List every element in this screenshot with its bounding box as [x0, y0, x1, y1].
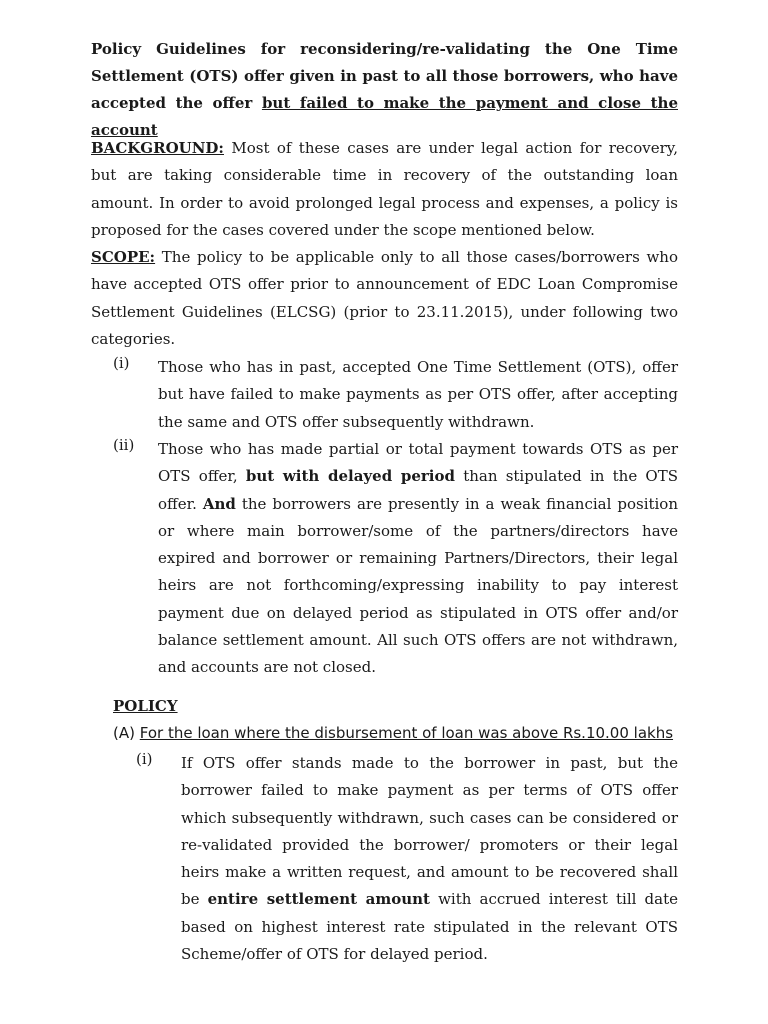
policy-item-1 [136, 750, 678, 970]
scope-item-1 [113, 354, 678, 436]
policy-heading: POLICY [113, 697, 178, 715]
scope-label: SCOPE: [91, 248, 156, 266]
policy-section-a-prefix: (A) [113, 724, 140, 742]
scope-item-text-part: Those who has made partial or total payment towards OTS as per OTS offer, [158, 440, 678, 486]
scope-text: The policy to be applicable only to all those cases/borrowers who have accepted OTS offer prior to announcement of EDC Loan Compromise Settlement Guidelines (ELCSG) (prior to 23.11.2015), under following two categories. [91, 248, 678, 348]
policy-item-number: (i) [136, 750, 153, 768]
scope-item-bold-part: And [202, 494, 236, 513]
scope-item-text [158, 436, 678, 682]
scope-paragraph [91, 244, 678, 353]
policy-item-text-part: If OTS offer stands made to the borrower in past, but the borrower failed to make payment as per terms of OTS offer which subsequently withdrawn, such cases can be considered or re-validated provided the borrower/ promoters or their legal heirs make a written request, and amount to be recovered shall be [181, 754, 678, 909]
policy-section-a [113, 724, 673, 742]
scope-item-text-part: the borrowers are presently in a weak financial position or where main borrower/some of the partners/directors have expired and borrower or remaining Partners/Directors, their legal heirs are not forthcoming/expressing inability to pay interest payment due on delayed period as stipulated in OTS offer and/or balance settlement amount. All such OTS offers are not withdrawn, and accounts are not closed. [158, 494, 679, 677]
background-text: Most of these cases are under legal action for recovery, but are taking considerable time in recovery of the outstanding loan amount. In order to avoid prolonged legal process and expenses, a policy is proposed for the cases covered under the scope mentioned below. [91, 139, 678, 239]
background-paragraph [91, 135, 678, 244]
background-label: BACKGROUND: [91, 139, 224, 157]
scope-item-2 [113, 436, 678, 682]
policy-item-text-part: with accrued interest till date based on highest interest rate stipulated in the relevant OTS Scheme/offer of OTS for delayed period. [181, 890, 678, 964]
scope-item-text: Those who has in past, accepted One Time Settlement (OTS), offer but have failed to make payments as per OTS offer, after accepting the same and OTS offer subsequently withdrawn. [158, 358, 678, 431]
policy-item-text [181, 750, 678, 968]
scope-item-text-part: than stipulated in the OTS offer. [158, 467, 678, 513]
policy-section-a-title: For the loan where the disbursement of loan was above Rs.10.00 lakhs [139, 724, 674, 742]
title-text: Policy Guidelines for reconsidering/re-validating the One Time Settlement (OTS) offer given in past to all those borrowers, who have accepted the offer [91, 40, 678, 112]
document-title [91, 36, 678, 144]
scope-item-number: (i) [113, 354, 130, 372]
policy-item-bold-part: entire settlement amount [207, 890, 430, 909]
scope-item-bold-part: but with delayed period [245, 467, 455, 486]
scope-item-number: (ii) [113, 436, 135, 454]
title-underlined-text: but failed to make the payment and close the account [91, 94, 678, 139]
